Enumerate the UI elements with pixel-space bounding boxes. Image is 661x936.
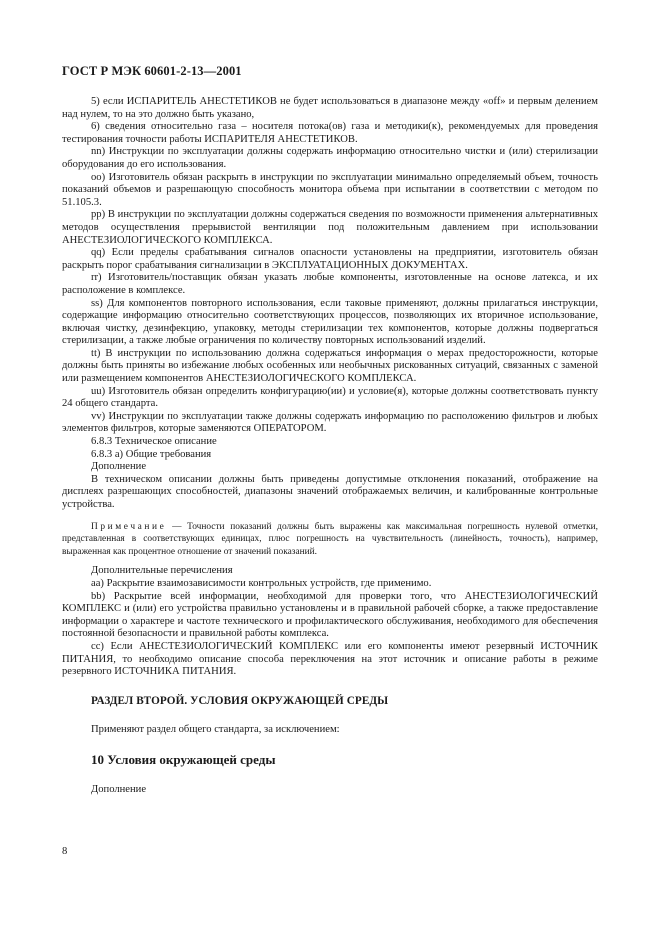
- paragraph-technical-description: В техническом описании должны быть приведены допустимые отклонения показаний, отображение на дисплеях разрешающих способностей, диапазоны значений отображаемых величин, и калиброванные контрольные устройства.: [62, 473, 598, 510]
- clause-intro: Дополнение: [91, 783, 147, 795]
- paragraph-item-6: 6) сведения относительно газа – носителя потока(ов) газа и методики(к), рекомендуемых для проведения тестирования точности работы ИСПАРИТЕЛЯ АНЕСТЕТИКОВ.: [62, 121, 598, 145]
- paragraph-item-5: 5) если ИСПАРИТЕЛЬ АНЕСТЕТИКОВ не будет использоваться в диапазоне между «off» и первым делением над нулем, то на это должно быть указано,: [62, 96, 598, 120]
- paragraph-aa: aa) Раскрытие взаимозависимости контрольных устройств, где применимо.: [91, 577, 432, 589]
- subclause-heading-6-8-3-a: 6.8.3 а) Общие требования: [91, 448, 212, 460]
- paragraph-qq: qq) Если пределы срабатывания сигналов опасности установлены на предприятии, изготовитель обязан раскрыть порог срабатывания сигнализации в ЭКСПЛУАТАЦИОННЫХ ДОКУМЕНТАХ.: [62, 247, 598, 271]
- note-label: Примечание: [91, 521, 167, 532]
- paragraph-oo: oo) Изготовитель обязан раскрыть в инструкции по эксплуатации минимально определяемый объем, точность показаний объемов и разрешающую способность монитора объема при испытании в соответствии с методом по 51.105.3.: [62, 171, 598, 208]
- paragraph-cc: cc) Если АНЕСТЕЗИОЛОГИЧЕСКИЙ КОМПЛЕКС или его компоненты имеют резервный ИСТОЧНИК ПИТАНИЯ, то необходимо описание способа переключения на этот источник и описание работы в режиме резервного ИСТОЧНИКА ПИТАНИЯ.: [62, 640, 598, 678]
- clause-title: 10 Условия окружающей среды: [91, 751, 276, 767]
- addition-label: Дополнение: [91, 461, 147, 473]
- page-number: 8: [62, 846, 68, 857]
- subclause-heading-6-8-3: 6.8.3 Техническое описание: [91, 436, 217, 448]
- paragraph-nn: nn) Инструкции по эксплуатации должны содержать информацию относительно чистки и (или) стерилизации оборудования до его использования.: [62, 146, 598, 170]
- document-body: [62, 96, 598, 796]
- paragraph-bb: bb) Раскрытие всей информации, необходимой для проверки того, что АНЕСТЕЗИОЛОГИЧЕСКИЙ КОМПЛЕКС и (или) его устройства правильно установлены и в правильной рабочей сборке, а также предоставление информации о характере и частоте технического и профилактического обслуживания, необходимого для обеспечения постоянной безопасности и правильной работы комплекса.: [62, 590, 598, 640]
- document-header: ГОСТ Р МЭК 60601-2-13—2001: [62, 64, 242, 78]
- paragraph-rr: rr) Изготовитель/поставщик обязан указать любые компоненты, изготовленные на основе латекса, и их расположение в комплексе.: [62, 272, 598, 296]
- paragraph-tt: tt) В инструкции по использованию должна содержаться информация о мерах предосторожности, которые должны быть приняты во избежание любых особенных или необычных рискованных ситуаций, связанных с заменой или размещением компонентов АНЕСТЕЗИОЛОГИЧЕСКОГО КОМПЛЕКСА.: [62, 347, 598, 385]
- section-intro: Применяют раздел общего стандарта, за исключением:: [91, 724, 340, 736]
- additional-enumerations-label: Дополнительные перечисления: [91, 565, 233, 577]
- paragraph-pp: pp) В инструкции по эксплуатации должны содержаться сведения по возможности применения альтернативных методов осуществления прерывистой вентиляции под положительным давлением при использовании АНЕСТЕЗИОЛОГИЧЕСКОГО КОМПЛЕКСА.: [62, 209, 598, 246]
- paragraph-vv: vv) Инструкции по эксплуатации также должны содержать информацию по расположению фильтров и любых элементов фильтров, которые заменяются ОПЕРАТОРОМ.: [62, 410, 598, 435]
- note: [62, 521, 598, 559]
- note-text: — Точности показаний должны быть выражены как максимальная погрешность нулевой отметки, представленная в соответствующих единицах, плюс погрешность на чувствительность (линейность, точность), например, выраженная как процентное отношение от значений показаний.: [62, 521, 598, 557]
- paragraph-uu: uu) Изготовитель обязан определить конфигурацию(ии) и условие(я), которые должны соответствовать пункту 24 общего стандарта.: [62, 385, 598, 410]
- section-title: РАЗДЕЛ ВТОРОЙ. УСЛОВИЯ ОКРУЖАЮЩЕЙ СРЕДЫ: [91, 694, 389, 707]
- paragraph-ss: ss) Для компонентов повторного использования, если таковые применяют, должны прилагаться инструкции, содержащие информацию относительно соответствующих процессов, позволяющих их вторичное использование, включая чистку, дезинфекцию, упаковку, методы стерилизации тех компонентов, которые должны подвергаться стерилизации, а также любые ограничения по количеству повторных использований изделий.: [62, 297, 598, 347]
